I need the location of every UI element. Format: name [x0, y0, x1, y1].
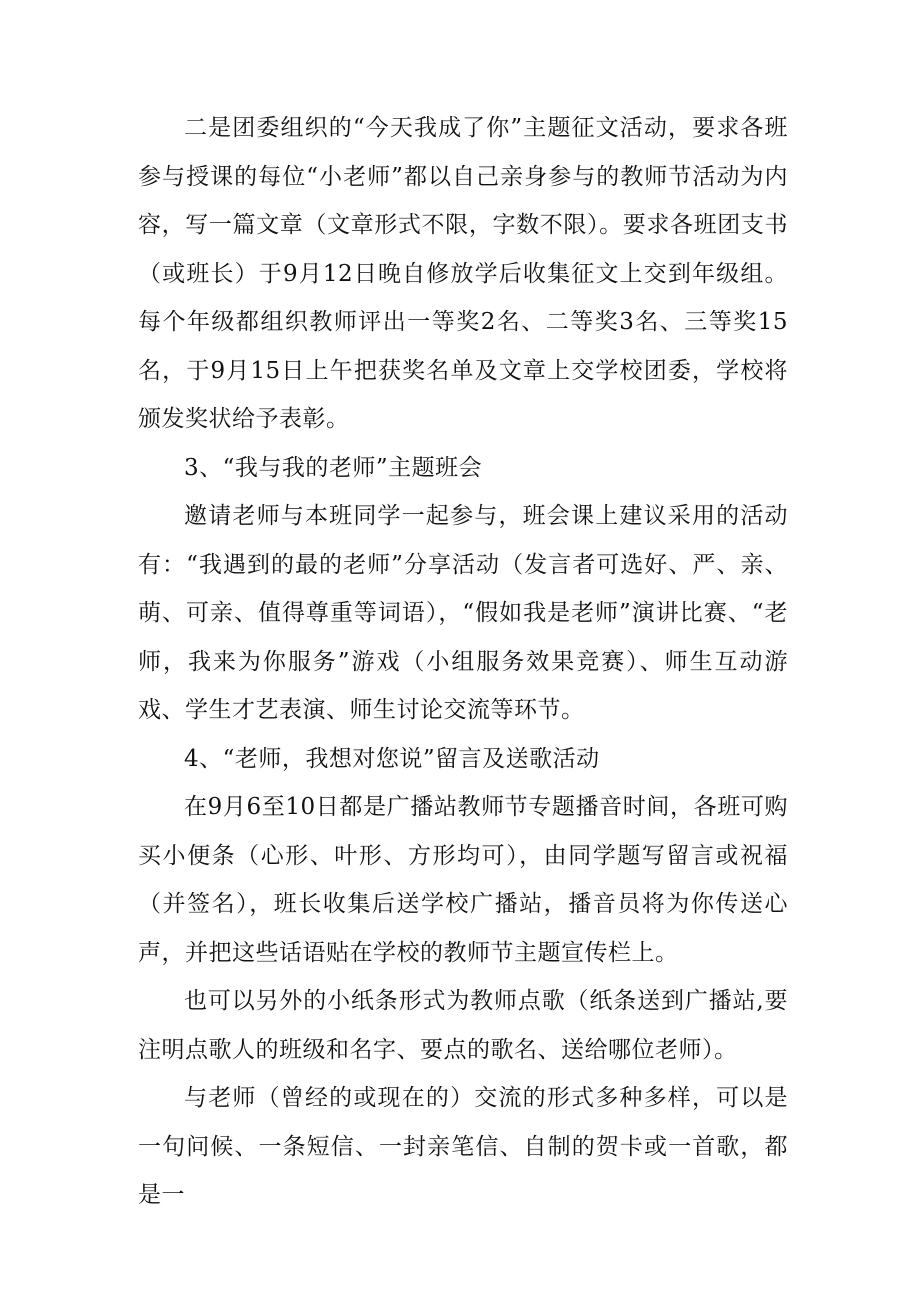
- paragraph-class-meeting: 邀请老师与本班同学一起参与，班会课上建议采用的活动有：“我遇到的最的老师”分享活动（发言者可选好、严、亲、萌、可亲、值得尊重等词语），“假如我是老师”演讲比赛、“老师，我来为你服务”游戏（小组服务效果竞赛）、师生互动游戏、学生才艺表演、师生讨论交流等环节。: [138, 503, 788, 723]
- paragraph-essay-activity: 二是团委组织的“今天我成了你”主题征文活动，要求各班参与授课的每位“小老师”都以自己亲身参与的教师节活动为内容，写一篇文章（文章形式不限，字数不限）。要求各班团支书（或班长）于9月12日晚自修放学后收集征文上交到年级组。每个年级都组织教师评出一等奖2名、二等奖3名、三等奖15名，于9月15日上午把获奖名单及文章上交学校团委，学校将颁发奖状给予表彰。: [138, 115, 788, 432]
- section-heading-class-meeting: 3、“我与我的老师”主题班会: [184, 454, 483, 481]
- document-body: [138, 104, 788, 1220]
- paragraph-broadcast: 在9月6至10日都是广播站教师节专题播音时间，各班可购买小便条（心形、叶形、方形均可），由同学题写留言或祝福（并签名），班长收集后送学校广播站，播音员将为你传送心声，并把这些话语贴在学校的教师节主题宣传栏上。: [138, 794, 788, 966]
- paragraph-song-request: 也可以另外的小纸条形式为教师点歌（纸条送到广播站,要注明点歌人的班级和名字、要点的歌名、送给哪位老师）。: [138, 988, 788, 1063]
- section-heading-message-song: 4、“老师，我想对您说”留言及送歌活动: [184, 745, 600, 772]
- paragraph-communication: 与老师（曾经的或现在的）交流的形式多种多样，可以是一句问候、一条短信、一封亲笔信、自制的贺卡或一首歌，都是一: [138, 1085, 788, 1208]
